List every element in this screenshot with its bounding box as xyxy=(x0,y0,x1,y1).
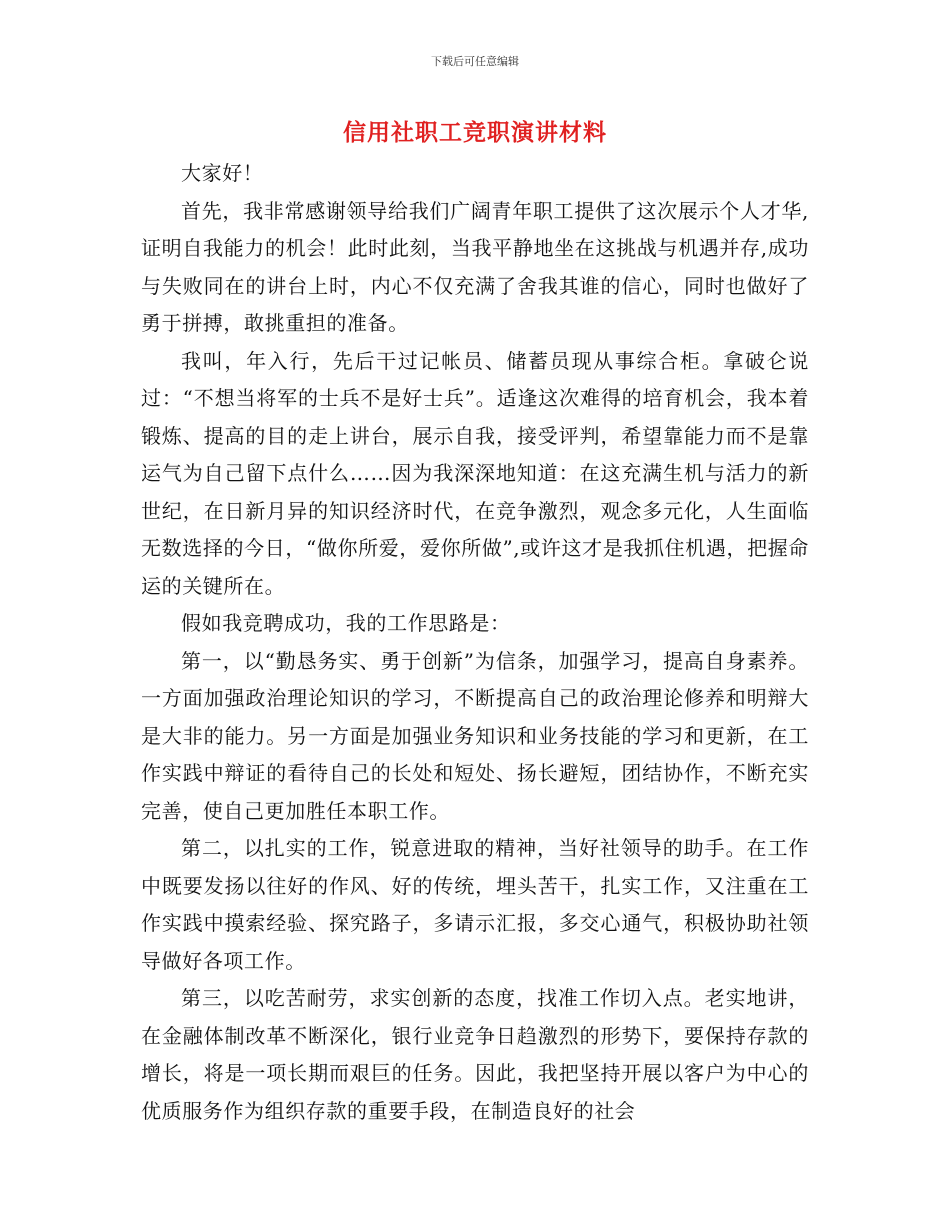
document-body xyxy=(141,155,809,1130)
paragraph-point-three: 第三，以吃苦耐劳，求实创新的态度，找准工作切入点。老实地讲，在金融体制改革不断深化，银行业竞争日趋激烈的形势下，要保持存款的增长，将是一项长期而艰巨的任务。因此，我把坚持开展以客户为中心的优质服务作为组织存款的重要手段，在制造良好的社会 xyxy=(141,986,809,1123)
paragraph-greeting: 大家好！ xyxy=(181,161,264,185)
paragraph-point-one: 第一，以“勤恳务实、勇于创新”为信条，加强学习，提高自身素养。一方面加强政治理论知识的学习，不断提高自己的政治理论修养和明辩大是大非的能力。另一方面是加强业务知识和业务技能的学习和更新，在工作实践中辩证的看待自己的长处和短处、扬长避短，团结协作，不断充实完善，使自己更加胜任本职工作。 xyxy=(141,648,809,823)
paragraph-thanks: 首先，我非常感谢领导给我们广阔青年职工提供了这次展示个人才华,证明自我能力的机会！此时此刻，当我平静地坐在这挑战与机遇并存,成功与失败同在的讲台上时，内心不仅充满了舍我其谁的信心，同时也做好了勇于拼搏，敢挑重担的准备。 xyxy=(141,198,809,335)
header-note: 下载后可任意编辑 xyxy=(431,55,519,68)
document-title: 信用社职工竞职演讲材料 xyxy=(343,120,607,146)
paragraph-introduction: 我叫，年入行，先后干过记帐员、储蓄员现从事综合柜。拿破仑说过：“不想当将军的士兵不是好士兵”。适逢这次难得的培育机会，我本着锻炼、提高的目的走上讲台，展示自我，接受评判，希望靠能力而不是靠运气为自己留下点什么……因为我深深地知道：在这充满生机与活力的新世纪，在日新月异的知识经济时代，在竞争激烈，观念多元化，人生面临无数选择的今日，“做你所爱，爱你所做”,或许这才是我抓住机遇，把握命运的关键所在。 xyxy=(141,348,809,598)
paragraph-plan-intro: 假如我竞聘成功，我的工作思路是： xyxy=(181,611,511,635)
paragraph-point-two: 第二，以扎实的工作，锐意进取的精神，当好社领导的助手。在工作中既要发扬以往好的作风、好的传统，埋头苦干，扎实工作，又注重在工作实践中摸索经验、探究路子，多请示汇报，多交心通气，积极协助社领导做好各项工作。 xyxy=(141,836,809,973)
